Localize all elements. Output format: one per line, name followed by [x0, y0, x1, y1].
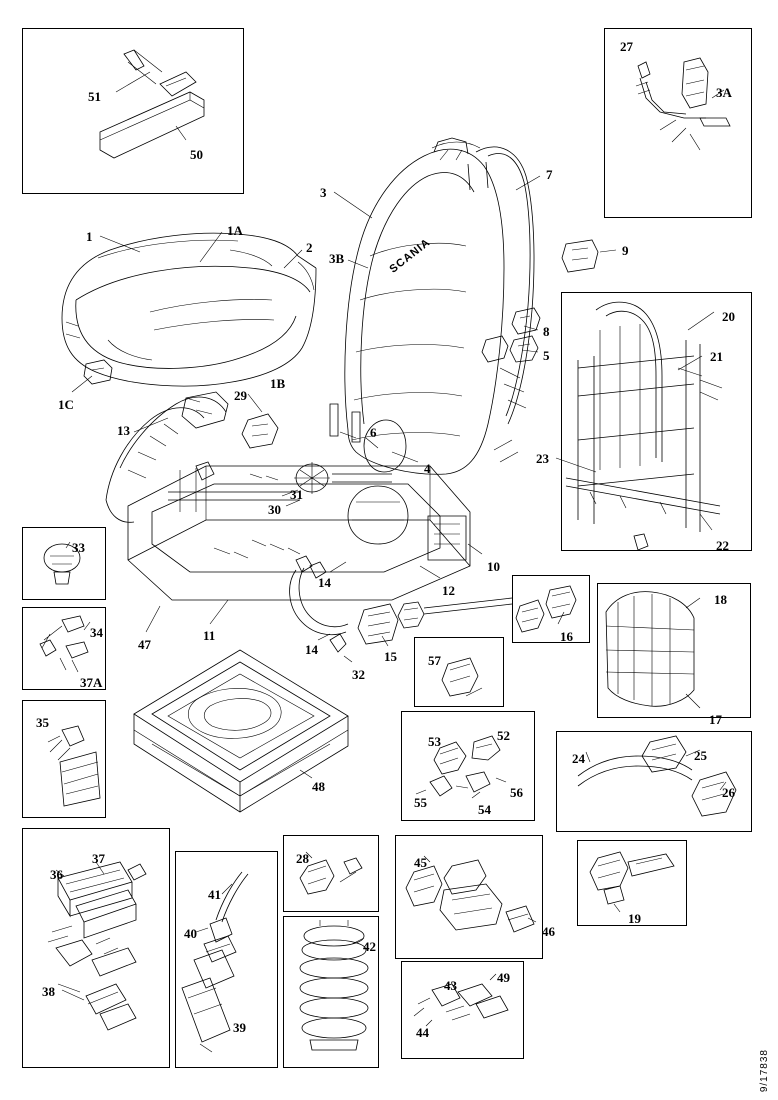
panel-27: [604, 28, 752, 218]
callout-14-lower: 14: [305, 642, 318, 657]
callout-1C: 1C: [58, 397, 74, 412]
callout-3: 3: [320, 185, 327, 200]
seat-back-group: [334, 138, 540, 474]
callout-24: 24: [572, 751, 585, 766]
callout-44: 44: [416, 1025, 429, 1040]
callout-55: 55: [414, 795, 427, 810]
callout-29: 29: [234, 388, 247, 403]
callout-22: 22: [716, 538, 729, 553]
callout-11: 11: [203, 628, 216, 643]
callout-17: 17: [709, 712, 722, 727]
callout-25: 25: [694, 748, 707, 763]
callout-32: 32: [352, 667, 365, 682]
callout-21: 21: [710, 349, 723, 364]
callout-31: 31: [290, 487, 303, 502]
panel-24-26: [556, 731, 752, 832]
callout-35: 35: [36, 715, 49, 730]
panel-57: [414, 637, 504, 707]
panel-45-46: [395, 835, 543, 959]
callout-40: 40: [184, 926, 197, 941]
callout-20: 20: [722, 309, 735, 324]
callout-28: 28: [296, 851, 309, 866]
panel-17-18: [597, 583, 751, 718]
callout-2: 2: [306, 240, 313, 255]
callout-16: 16: [560, 629, 573, 644]
callout-33: 33: [72, 540, 85, 555]
misc-hardware: [196, 462, 326, 578]
callout-48: 48: [312, 779, 325, 794]
callout-53: 53: [428, 734, 441, 749]
callout-9: 9: [622, 243, 629, 258]
callout-3B: 3B: [329, 251, 345, 266]
callout-43: 43: [444, 978, 457, 993]
callout-30: 30: [268, 502, 281, 517]
callout-37A: 37A: [80, 675, 103, 690]
callout-39: 39: [233, 1020, 246, 1035]
callout-45: 45: [414, 855, 427, 870]
callout-26: 26: [722, 785, 735, 800]
callout-3A: 3A: [716, 85, 732, 100]
panel-20-23: [561, 292, 752, 551]
callout-23: 23: [536, 451, 549, 466]
callout-38: 38: [42, 984, 55, 999]
panel-39-41: [175, 851, 278, 1068]
callout-4: 4: [424, 461, 431, 476]
callout-14-upper: 14: [318, 575, 331, 590]
panel-28: [283, 835, 379, 912]
callout-15: 15: [384, 649, 397, 664]
callout-37: 37: [92, 851, 105, 866]
callout-5: 5: [543, 348, 550, 363]
callout-19: 19: [628, 911, 641, 926]
callout-7: 7: [546, 167, 553, 182]
callout-46: 46: [542, 924, 555, 939]
callout-49: 49: [497, 970, 510, 985]
callout-54: 54: [478, 802, 491, 817]
callout-13: 13: [117, 423, 130, 438]
callout-52: 52: [497, 728, 510, 743]
callout-27: 27: [620, 39, 633, 54]
panel-16: [512, 575, 590, 643]
callout-57: 57: [428, 653, 441, 668]
callout-6: 6: [370, 425, 377, 440]
panel-51-50: [22, 28, 244, 194]
callout-42: 42: [363, 939, 376, 954]
callout-51: 51: [88, 89, 101, 104]
callout-36: 36: [50, 867, 63, 882]
callout-41: 41: [208, 887, 221, 902]
panel-33: [22, 527, 106, 600]
callout-10: 10: [487, 559, 500, 574]
callout-34: 34: [90, 625, 103, 640]
callout-50: 50: [190, 147, 203, 162]
callout-1: 1: [86, 229, 93, 244]
callout-1A: 1A: [227, 223, 243, 238]
brand-logo-text: SCANIA: [387, 236, 433, 276]
seat-frame-group: [106, 392, 512, 662]
callout-1B: 1B: [270, 376, 286, 391]
panel-35: [22, 700, 106, 818]
callout-47: 47: [138, 637, 151, 652]
callout-12: 12: [442, 583, 455, 598]
part-9-bracket: [562, 240, 616, 272]
callout-8: 8: [543, 324, 550, 339]
sheet-code: 9/17838: [759, 1048, 770, 1092]
callout-18: 18: [714, 592, 727, 607]
callout-56: 56: [510, 785, 523, 800]
